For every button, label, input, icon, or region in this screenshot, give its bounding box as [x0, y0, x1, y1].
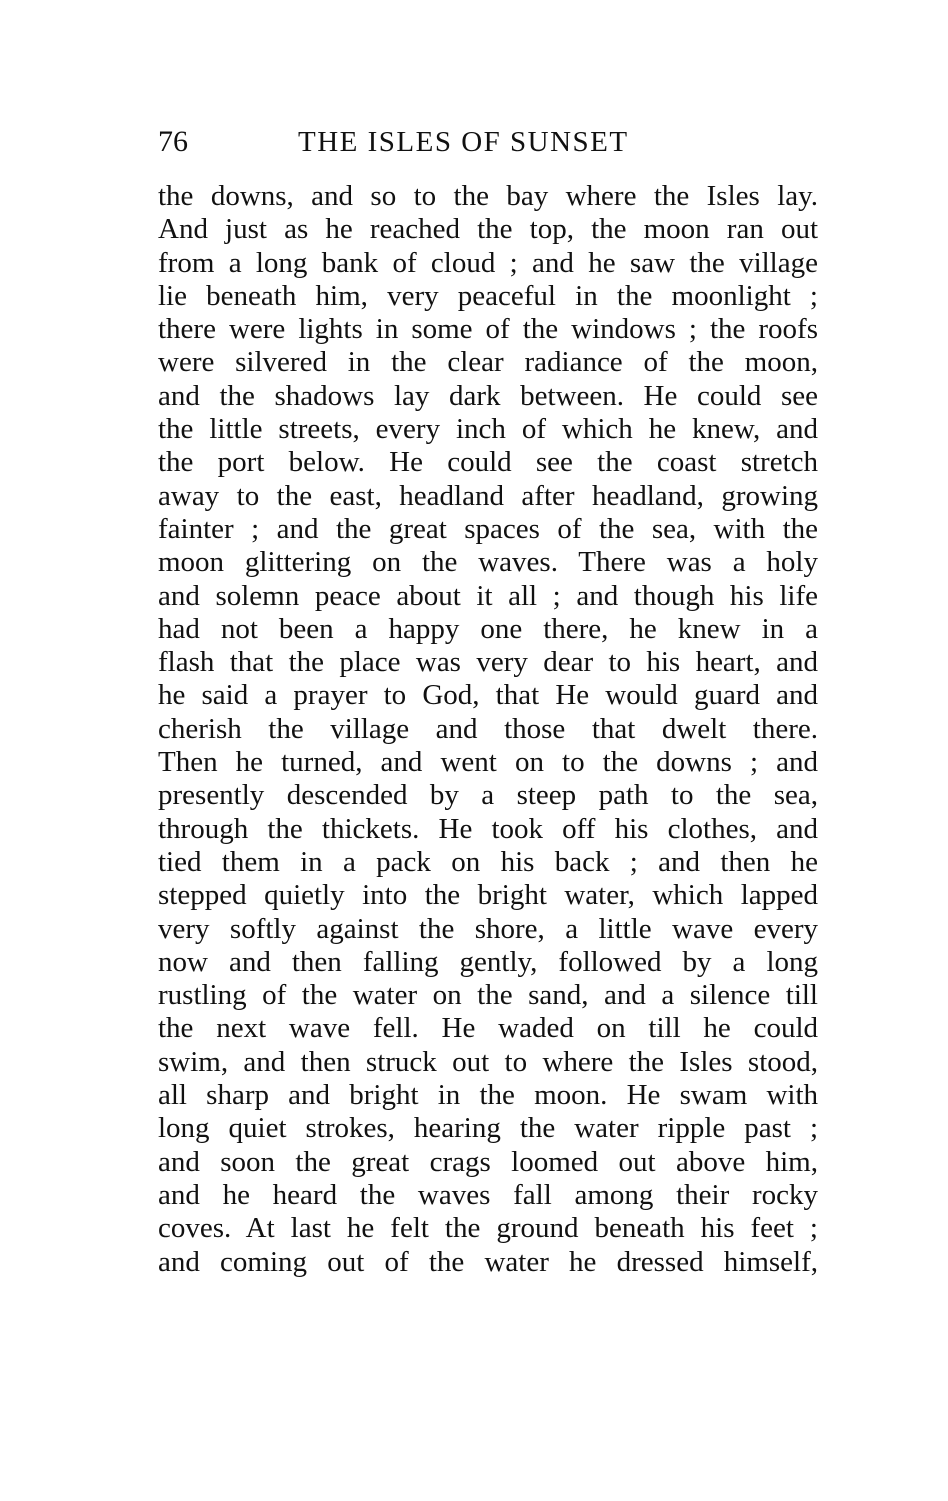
- page-header: [158, 122, 818, 162]
- text-line: from a long bank of cloud ; and he saw the village: [158, 246, 818, 279]
- text-line: through the thickets. He took off his clothes, and: [158, 812, 818, 845]
- text-line: moon glittering on the waves. There was a holy: [158, 546, 818, 579]
- text-line: Then he turned, and went on to the downs ; and: [158, 746, 818, 779]
- text-line: the little streets, every inch of which he knew, and: [158, 413, 818, 446]
- text-line: swim, and then struck out to where the Isles stood,: [158, 1045, 818, 1078]
- text-line: away to the east, headland after headland, growing: [158, 479, 818, 512]
- text-line: lie beneath him, very peaceful in the moonlight ;: [158, 279, 818, 312]
- text-line: cherish the village and those that dwelt there.: [158, 712, 818, 745]
- text-line: coves. At last he felt the ground beneath his feet ;: [158, 1212, 818, 1245]
- body-text: [158, 180, 818, 1279]
- text-line: had not been a happy one there, he knew in a: [158, 612, 818, 645]
- running-title: THE ISLES OF SUNSET: [298, 126, 629, 158]
- page-number: 76: [158, 125, 188, 158]
- text-line: and soon the great crags loomed out above him,: [158, 1145, 818, 1178]
- text-line: stepped quietly into the bright water, which lapped: [158, 879, 818, 912]
- text-line: and solemn peace about it all ; and though his life: [158, 579, 818, 612]
- text-line: fainter ; and the great spaces of the sea, with the: [158, 512, 818, 545]
- text-line: rustling of the water on the sand, and a silence till: [158, 979, 818, 1012]
- text-line: he said a prayer to God, that He would guard and: [158, 679, 818, 712]
- text-line: and coming out of the water he dressed himself,: [158, 1245, 818, 1278]
- text-line: and he heard the waves fall among their rocky: [158, 1178, 818, 1211]
- text-line: and the shadows lay dark between. He could see: [158, 379, 818, 412]
- text-line: there were lights in some of the windows ; the roofs: [158, 313, 818, 346]
- text-line: the port below. He could see the coast stretch: [158, 446, 818, 479]
- text-line: were silvered in the clear radiance of the moon,: [158, 346, 818, 379]
- text-line: long quiet strokes, hearing the water ripple past ;: [158, 1112, 818, 1145]
- text-line: And just as he reached the top, the moon ran out: [158, 213, 818, 246]
- text-line: presently descended by a steep path to the sea,: [158, 779, 818, 812]
- text-line: tied them in a pack on his back ; and then he: [158, 845, 818, 878]
- text-line: the next wave fell. He waded on till he could: [158, 1012, 818, 1045]
- text-line: now and then falling gently, followed by a long: [158, 945, 818, 978]
- text-line: very softly against the shore, a little wave every: [158, 912, 818, 945]
- text-line: the downs, and so to the bay where the Isles lay.: [158, 180, 818, 212]
- text-line: all sharp and bright in the moon. He swam with: [158, 1079, 818, 1112]
- text-line: flash that the place was very dear to his heart, and: [158, 646, 818, 679]
